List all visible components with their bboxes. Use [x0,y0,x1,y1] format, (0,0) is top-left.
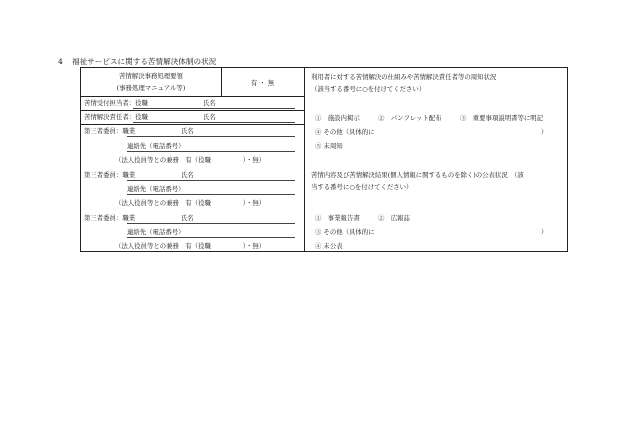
resolution-officer-name-label: 氏名 [203,113,216,121]
committee-3-name-label: 氏名 [181,214,194,222]
committee-1-name-label: 氏名 [181,127,194,135]
committee-1-input-line[interactable] [127,136,295,137]
notice-option-other[interactable]: ④ その他（具体的に [315,128,375,136]
publication-option-none[interactable]: ④ 未公表 [315,242,343,250]
committee-3-contact-line[interactable] [127,237,295,238]
row-divider-3 [81,124,304,125]
manual-yes-no-option[interactable]: 有 ・ 無 [250,79,275,87]
committee-1-contact-line[interactable] [127,151,295,152]
publication-option-newsletter[interactable]: ② 広報誌 [378,214,410,222]
resolution-officer-label: 苦情解決責任者：役職 [84,113,148,121]
row-divider-2 [81,110,304,111]
notice-option-posting[interactable]: ① 施設内掲示 [315,114,360,122]
manual-label-line2: (事務処理マニュアル等) [116,84,186,92]
row-divider-1 [81,96,304,97]
committee-1-concurrent-label: （法人役員等との兼務 有（役職 ）・無） [115,156,266,164]
committee-3-input-line[interactable] [127,223,295,224]
committee-1-occupation-label: 第三者委員：職業 [84,127,136,135]
committee-2-name-label: 氏名 [181,171,194,179]
committee-3-contact-label: 連絡先（電話番号） [127,228,185,236]
complaint-system-table [80,67,568,252]
publication-option-report[interactable]: ① 事業報告書 [315,214,360,222]
publication-title-cont: 当する番号に○を付けてください） [311,183,413,191]
reception-officer-label: 苦情受付担当者：役職 [84,99,148,107]
notice-title: 利用者に対する苦情解決の仕組みや苦情解決責任者等の周知状況 [311,73,497,81]
publication-title: 苦情内容及び苦情解決結果(個人情報に関するものを除く)の公表状況 （該 [311,171,524,179]
committee-1-contact-label: 連絡先（電話番号） [127,142,185,150]
publication-other-close: ） [541,228,548,236]
resolution-officer-input-line[interactable] [133,122,295,123]
notice-instruction: （該当する番号に○を付けてください） [311,85,426,93]
section-title: 福祉サービスに関する苦情解決体制の状況 [72,57,217,66]
committee-3-concurrent-label: （法人役員等との兼務 有（役職 ）・無） [115,242,266,250]
notice-option-pamphlet[interactable]: ② パンフレット配布 [378,114,442,122]
committee-2-input-line[interactable] [127,180,295,181]
committee-3-occupation-label: 第三者委員：職業 [84,214,136,222]
committee-2-occupation-label: 第三者委員：職業 [84,171,136,179]
center-divider [304,68,305,251]
reception-officer-input-line[interactable] [133,108,295,109]
publication-option-other[interactable]: ③ その他（具体的に [315,228,375,236]
section-heading [58,56,216,67]
notice-other-close: ） [541,128,548,136]
notice-option-explanation[interactable]: ③ 重要事項説明書等に明記 [460,114,544,122]
section-number: 4 [58,57,63,66]
manual-label-line1: 苦情解決事務処理要領 [119,72,183,80]
notice-option-unknown[interactable]: ⑤ 未周知 [315,142,343,150]
committee-2-concurrent-label: （法人役員等との兼務 有（役職 ）・無） [115,199,266,207]
committee-2-contact-line[interactable] [127,194,295,195]
committee-2-contact-label: 連絡先（電話番号） [127,185,185,193]
reception-officer-name-label: 氏名 [203,99,216,107]
